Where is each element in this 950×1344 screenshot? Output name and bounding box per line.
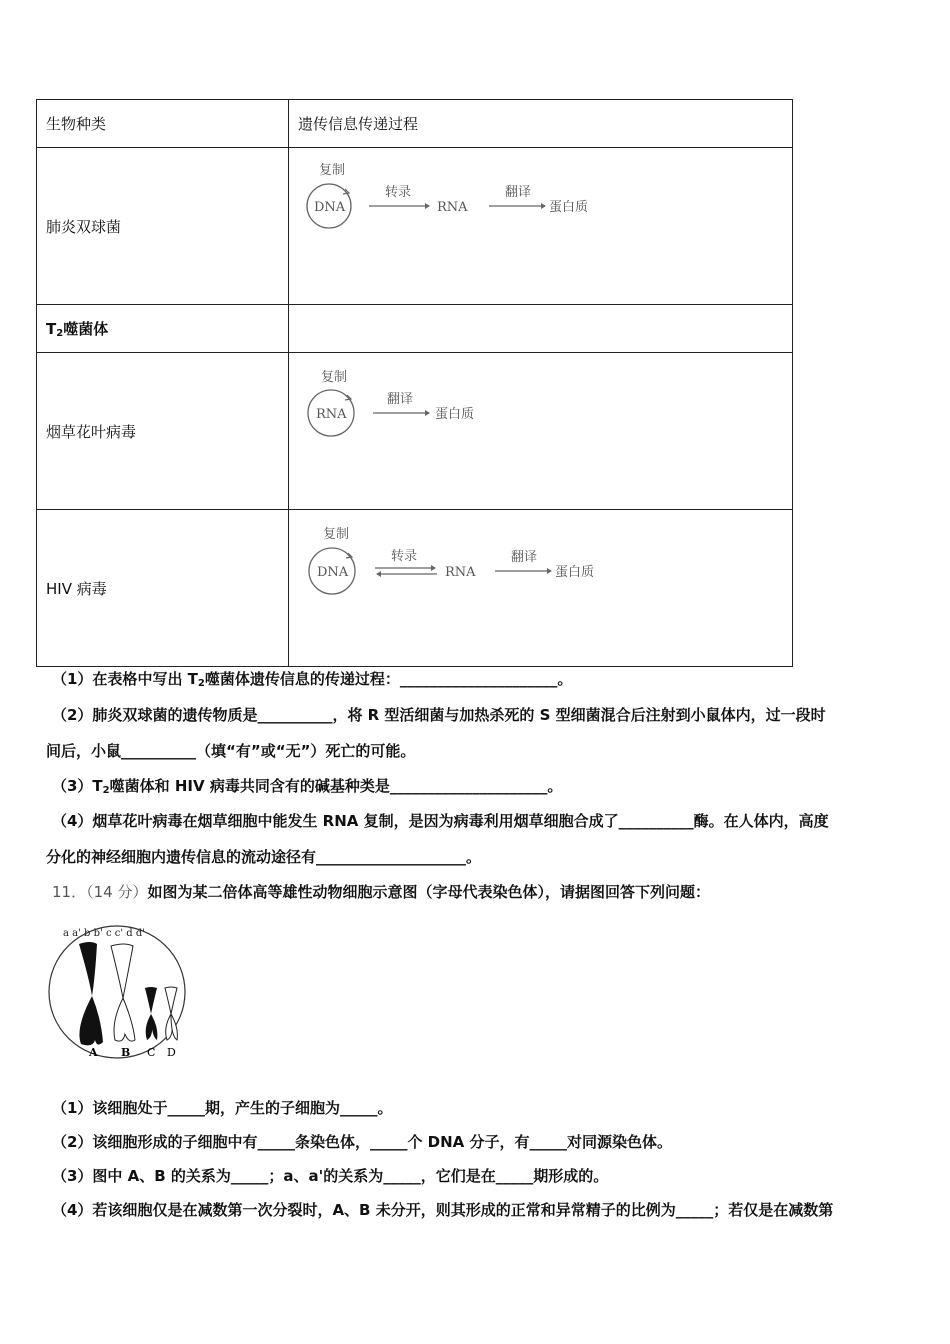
label-replicate: 复制 — [319, 163, 346, 178]
label-translation: 翻译 — [387, 392, 414, 407]
q10-sub4: （4）烟草花叶病毒在烟草细胞中能发生 RNA 复制，是因为病毒利用烟草细胞合成了__________酶。在人体内，高度 — [52, 812, 829, 830]
label-B: B — [121, 1046, 131, 1059]
label-transcription: 转录 — [385, 185, 412, 200]
label-protein: 蛋白质 — [555, 565, 595, 580]
q11-sub4: （4）若该细胞仅是在减数第一次分裂时，A、B 未分开，则其形成的正常和异常精子的比例为_____；若仅是在减数第 — [52, 1201, 834, 1219]
label-translation: 翻译 — [505, 185, 532, 200]
label-rna: RNA — [437, 200, 468, 215]
label-replicate: 复制 — [323, 527, 350, 542]
organism-tmv: 烟草花叶病毒 — [37, 353, 289, 510]
header-organism: 生物种类 — [37, 100, 289, 148]
q11-sub1: （1）该细胞处于_____期，产生的子细胞为_____。 — [52, 1099, 393, 1117]
label-transcription: 转录 — [391, 549, 418, 564]
flow-diagram-dna — [299, 154, 619, 234]
label-rna: RNA — [316, 407, 347, 422]
q10-sub3: $(3)T_2$噬菌体和 HIV 病毒共同含有的碱基种类是_____________________。 — [52, 777, 563, 796]
organism-t2-phage: $T_2$噬菌体 — [37, 305, 289, 353]
label-dna: DNA — [317, 565, 349, 580]
organism-hiv: HIV 病毒 — [37, 510, 289, 667]
chromosome-D-upper — [165, 987, 177, 1014]
process-pneumococcus — [289, 148, 793, 305]
q11-stem: 11．（14 分）如图为某二倍体高等雄性动物细胞示意图（字母代表染色体），请据图回答下列问题： — [52, 883, 710, 901]
flow-diagram-hiv — [299, 516, 619, 596]
label-dna: DNA — [314, 200, 346, 215]
q10-sub2: （2）肺炎双球菌的遗传物质是__________，将 R 型活细菌与加热杀死的 S 型细菌混合后注射到小鼠体内，过一段时 — [52, 706, 826, 724]
chromosome-C-upper — [145, 987, 157, 1014]
label-D: D — [167, 1046, 176, 1059]
q10-sub4-cont: 分化的神经细胞内遗传信息的流动途径有____________________。 — [46, 848, 482, 866]
genetic-info-table — [36, 99, 793, 667]
q11-sub2: （2）该细胞形成的子细胞中有_____条染色体，_____个 DNA 分子，有_____对同源染色体。 — [52, 1133, 672, 1151]
label-protein: 蛋白质 — [549, 200, 589, 215]
label-A: A — [89, 1046, 98, 1059]
label-replicate: 复制 — [321, 370, 348, 385]
process-t2-phage-blank — [289, 305, 793, 353]
q10-sub1: （1）在表格中写出 $T_2$噬菌体遗传信息的传递过程：_____________________。 — [52, 670, 573, 689]
q11-sub3: （3）图中 A、B 的关系为_____；a、a'的关系为_____，它们是在_____期形成的。 — [52, 1167, 609, 1185]
label-rna: RNA — [445, 565, 476, 580]
chromosome-B-upper — [111, 944, 133, 998]
chromosome-A-upper — [79, 942, 97, 996]
organism-pneumococcus: 肺炎双球菌 — [37, 148, 289, 305]
process-tmv — [289, 353, 793, 510]
label-C: C — [147, 1046, 156, 1059]
label-protein: 蛋白质 — [435, 407, 475, 422]
flow-diagram-rna — [299, 359, 619, 439]
q10-sub2-cont: 间后，小鼠__________（填“有”或“无”）死亡的可能。 — [46, 742, 416, 760]
cell-diagram — [45, 918, 195, 1063]
chromatid-labels-top: a a' b b' c c' d d' — [63, 928, 145, 939]
process-hiv — [289, 510, 793, 667]
label-translation: 翻译 — [511, 550, 538, 565]
header-process: 遗传信息传递过程 — [289, 100, 793, 148]
